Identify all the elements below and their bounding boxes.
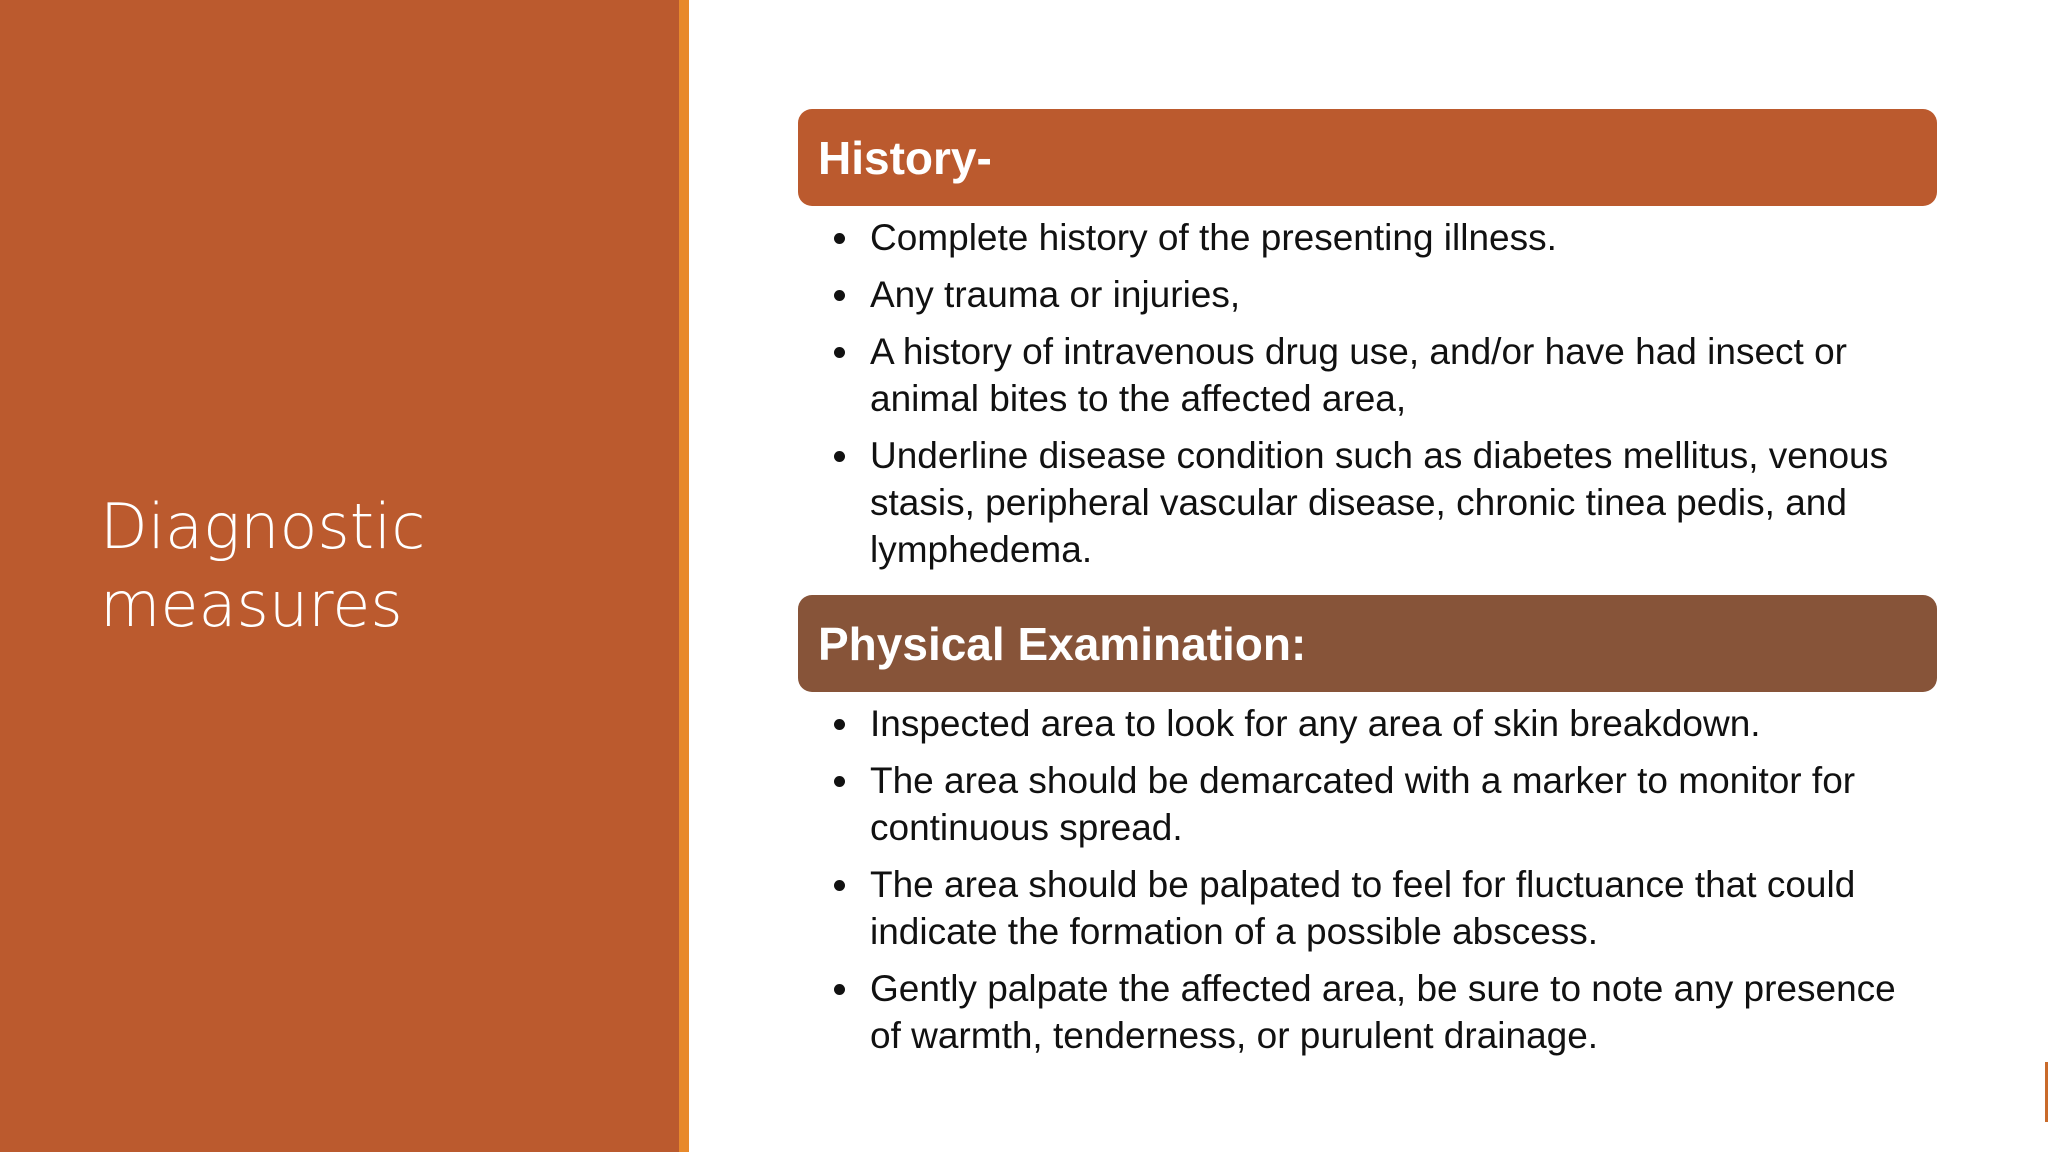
physical-examination-list xyxy=(798,692,1937,1081)
history-item: Any trauma or injuries, xyxy=(834,271,1917,318)
history-list xyxy=(798,206,1937,595)
physical-examination-item: Inspected area to look for any area of skin breakdown. xyxy=(834,700,1917,747)
physical-examination-header: Physical Examination: xyxy=(798,595,1937,692)
history-item: Underline disease condition such as diabetes mellitus, venous stasis, peripheral vascular disease, chronic tinea pedis, and lymphedema. xyxy=(834,432,1917,573)
physical-examination-item: Gently palpate the affected area, be sure to note any presence of warmth, tenderness, or purulent drainage. xyxy=(834,965,1917,1059)
slide-title: Diagnostic measures xyxy=(100,490,426,641)
history-item: Complete history of the presenting illness. xyxy=(834,214,1917,261)
history-item: A history of intravenous drug use, and/or have had insect or animal bites to the affected area, xyxy=(834,328,1917,422)
physical-examination-item: The area should be demarcated with a marker to monitor for continuous spread. xyxy=(834,757,1917,851)
accent-stripe xyxy=(679,0,689,1152)
physical-examination-item: The area should be palpated to feel for fluctuance that could indicate the formation of a possible abscess. xyxy=(834,861,1917,955)
content-area xyxy=(798,109,1937,1081)
title-panel xyxy=(0,0,679,1152)
history-header: History- xyxy=(798,109,1937,206)
